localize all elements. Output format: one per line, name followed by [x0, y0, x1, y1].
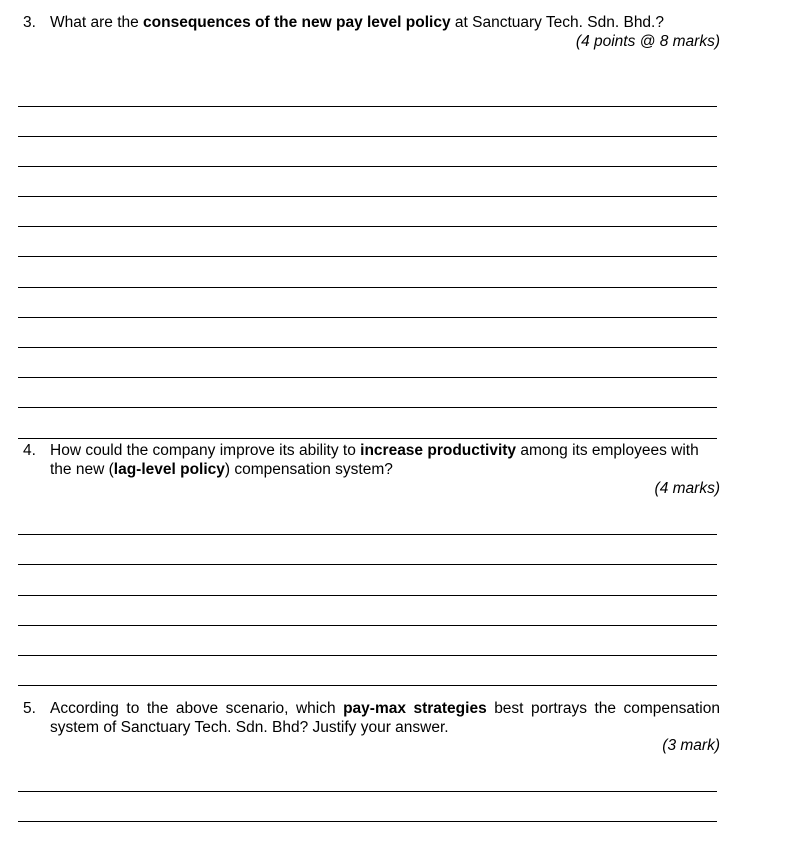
answer-line[interactable]	[18, 821, 717, 822]
answer-line[interactable]	[18, 256, 717, 257]
answer-line[interactable]	[18, 347, 717, 348]
marks-label: (4 marks)	[654, 480, 720, 497]
question-text: What are the consequences of the new pay level policy at Sanctuary Tech. Sdn. Bhd.?	[50, 14, 664, 31]
marks-label: (3 mark)	[662, 737, 720, 754]
marks-label: (4 points @ 8 marks)	[575, 33, 720, 50]
answer-line[interactable]	[18, 534, 717, 535]
answer-line[interactable]	[18, 226, 717, 227]
answer-line[interactable]	[18, 136, 717, 137]
answer-line[interactable]	[18, 438, 717, 439]
question-3	[23, 13, 720, 32]
bold-key-phrase: lag-level policy	[113, 461, 225, 478]
answer-line[interactable]	[18, 196, 717, 197]
answer-line[interactable]	[18, 287, 717, 288]
answer-line[interactable]	[18, 685, 717, 686]
answer-line[interactable]	[18, 564, 717, 565]
answer-line[interactable]	[18, 791, 717, 792]
question-text: How could the company improve its ability to increase productivity among its employees with the new (lag-level policy) compensation system?	[50, 442, 699, 478]
question-5	[23, 699, 720, 737]
question-number: 4.	[23, 442, 36, 459]
question-text: According to the above scenario, which pay-max strategies best portrays the compensation system of Sanctuary Tech. Sdn. Bhd? Justify your answer.	[50, 700, 720, 736]
bold-key-phrase: consequences of the new pay level policy	[143, 14, 451, 31]
answer-line[interactable]	[18, 655, 717, 656]
answer-line[interactable]	[18, 106, 717, 107]
answer-line[interactable]	[18, 377, 717, 378]
answer-line[interactable]	[18, 317, 717, 318]
question-4	[23, 441, 720, 479]
answer-line[interactable]	[18, 407, 717, 408]
bold-key-phrase: pay-max strategies	[343, 700, 487, 717]
question-number: 5.	[23, 700, 36, 717]
answer-line[interactable]	[18, 166, 717, 167]
bold-key-phrase: increase productivity	[360, 442, 517, 459]
answer-line[interactable]	[18, 595, 717, 596]
question-number: 3.	[23, 14, 36, 31]
answer-line[interactable]	[18, 625, 717, 626]
